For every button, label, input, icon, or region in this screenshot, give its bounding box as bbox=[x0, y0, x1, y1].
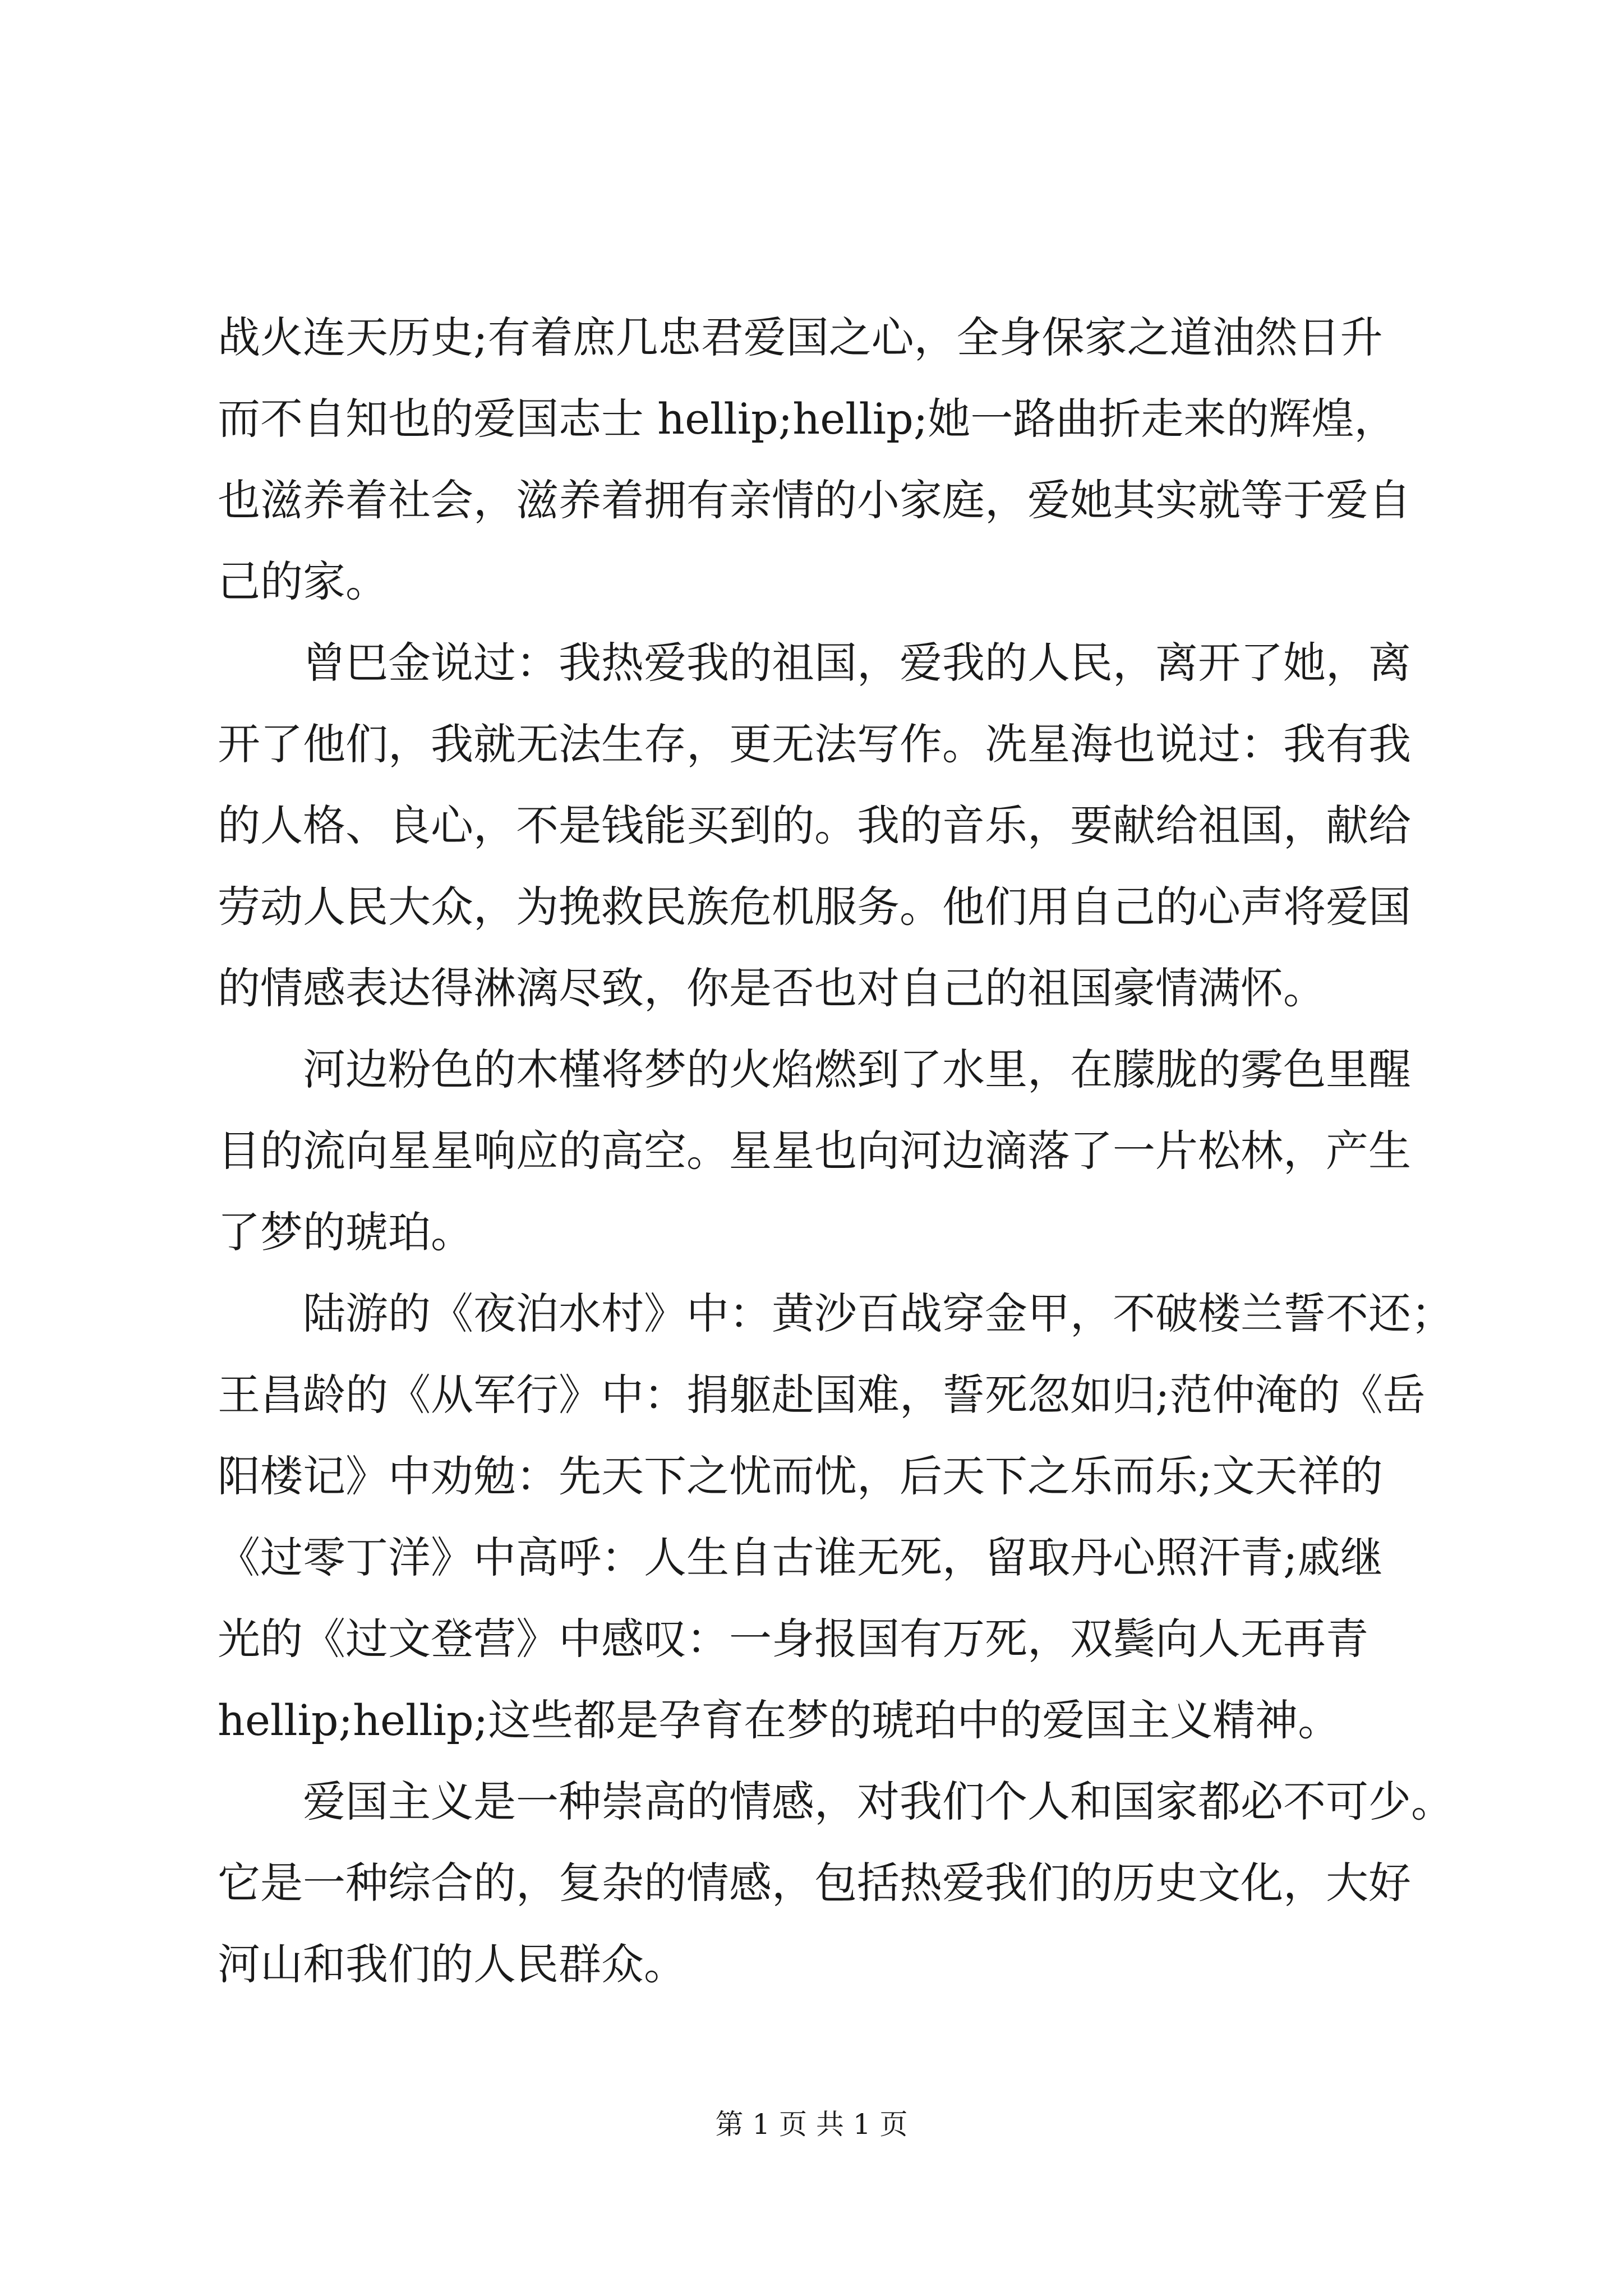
text-line-17: 光的《过文登营》中感叹：一身报国有万死，双鬓向人无再青 bbox=[218, 1614, 1368, 1664]
text-line-2: 而不自知也的爱国志士 hellip;hellip;她一路曲折走来的辉煌， bbox=[218, 394, 1397, 444]
text-line-12: 了梦的琥珀。 bbox=[218, 1207, 473, 1257]
text-line-13: 陆游的《夜泊水村》中：黄沙百战穿金甲，不破楼兰誓不还； bbox=[218, 1289, 1454, 1338]
text-line-16: 《过零丁洋》中高呼：人生自古谁无死，留取丹心照汗青;戚继 bbox=[218, 1533, 1383, 1582]
text-line-21: 河山和我们的人民群众。 bbox=[218, 1939, 686, 1989]
text-line-20: 它是一种综合的，复杂的情感，包括热爱我们的历史文化，大好 bbox=[218, 1858, 1411, 1908]
text-line-18: hellip;hellip;这些都是孕育在梦的琥珀中的爱国主义精神。 bbox=[218, 1695, 1341, 1745]
text-line-11: 目的流向星星响应的高空。星星也向河边滴落了一片松林，产生 bbox=[218, 1126, 1411, 1176]
text-line-3: 也滋养着社会，滋养着拥有亲情的小家庭，爱她其实就等于爱自 bbox=[218, 475, 1411, 525]
text-line-1: 战火连天历史;有着庶几忠君爱国之心，全身保家之道油然日升 bbox=[218, 312, 1383, 362]
text-line-19: 爱国主义是一种崇高的情感，对我们个人和国家都必不可少。 bbox=[218, 1777, 1454, 1826]
page-footer: 第 1 页 共 1 页 bbox=[715, 2108, 908, 2141]
text-line-9: 的情感表达得淋漓尽致，你是否也对自己的祖国豪情满怀。 bbox=[218, 963, 1326, 1013]
text-line-10: 河边粉色的木槿将梦的火焰燃到了水里，在朦胧的雾色里醒 bbox=[218, 1045, 1411, 1094]
text-line-14: 王昌龄的《从军行》中：捐躯赴国难，誓死忽如归;范仲淹的《岳 bbox=[218, 1370, 1426, 1420]
text-line-4: 己的家。 bbox=[218, 556, 388, 606]
text-line-5: 曾巴金说过：我热爱我的祖国，爱我的人民，离开了她，离 bbox=[218, 638, 1411, 688]
text-line-6: 开了他们，我就无法生存，更无法写作。冼星海也说过：我有我 bbox=[218, 719, 1411, 769]
text-line-15: 阳楼记》中劝勉：先天下之忧而忧，后天下之乐而乐;文天祥的 bbox=[218, 1451, 1383, 1501]
text-line-7: 的人格、良心，不是钱能买到的。我的音乐，要献给祖国，献给 bbox=[218, 800, 1411, 850]
text-line-8: 劳动人民大众，为挽救民族危机服务。他们用自己的心声将爱国 bbox=[218, 882, 1411, 932]
